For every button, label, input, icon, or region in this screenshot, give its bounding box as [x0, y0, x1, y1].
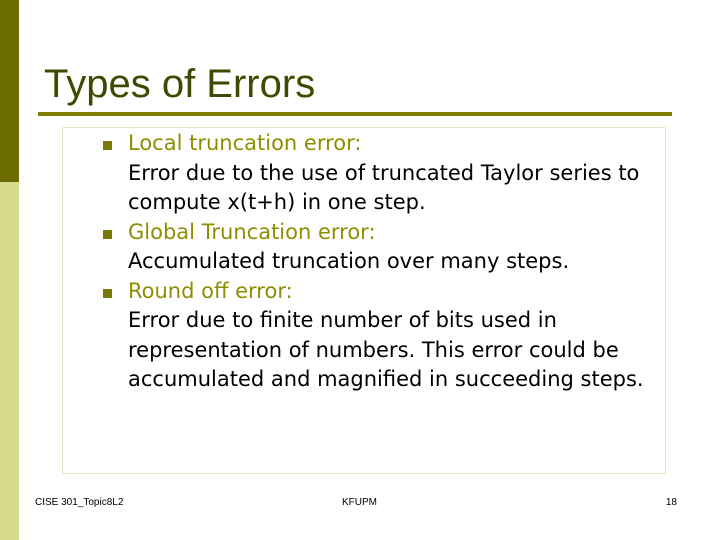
bullet-item-local-truncation	[100, 129, 670, 218]
side-stripe-dark	[0, 0, 19, 182]
bullet-item-global-truncation	[100, 218, 670, 277]
square-bullet-icon	[103, 230, 112, 239]
title-underline	[38, 112, 672, 116]
bullet-description: Error due to finite number of bits used in representation of numbers. This error could be accumulated and magnified in succeeding steps.	[128, 308, 644, 391]
bullet-description: Accumulated truncation over many steps.	[128, 249, 570, 273]
bullet-heading: Local truncation error:	[128, 131, 362, 155]
side-stripe-light	[0, 182, 19, 540]
bullet-description: Error due to the use of truncated Taylor series to compute x(t+h) in one step.	[128, 160, 640, 214]
slide-title: Types of Errors	[44, 62, 316, 106]
bullet-list	[100, 129, 670, 395]
square-bullet-icon	[103, 141, 112, 150]
square-bullet-icon	[103, 289, 112, 298]
footer-course-label: CISE 301_Topic8L2	[35, 497, 124, 508]
page-number: 18	[665, 497, 677, 508]
bullet-heading: Global Truncation error:	[128, 219, 376, 244]
bullet-item-round-off	[100, 277, 670, 395]
bullet-heading: Round off error:	[128, 278, 293, 303]
footer-institution: KFUPM	[342, 497, 377, 508]
